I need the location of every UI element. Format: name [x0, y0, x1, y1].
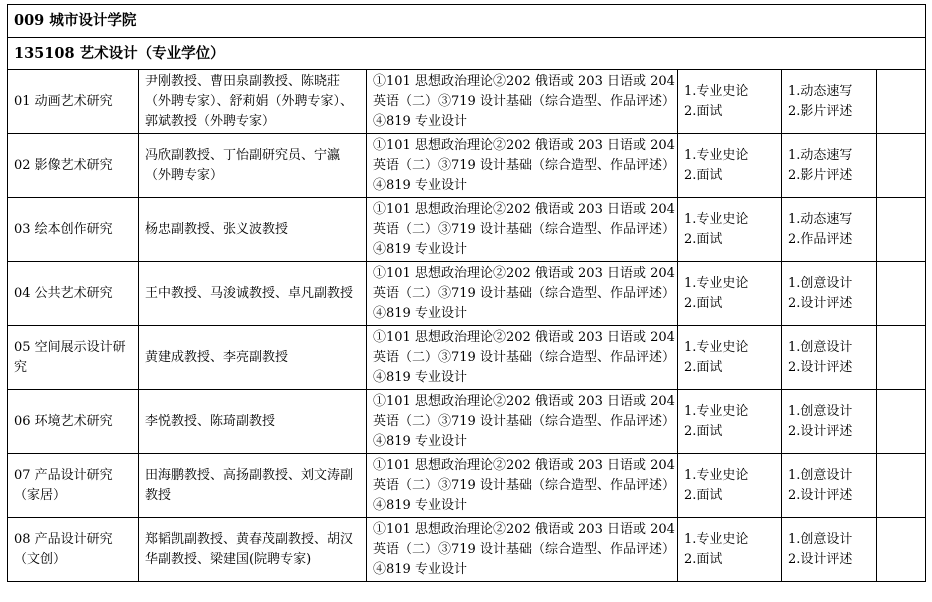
research-direction-cell: 05 空间展示设计研究	[8, 326, 139, 390]
exam-subjects-cell	[367, 518, 678, 582]
supervisors-cell: 冯欣副教授、丁怡副研究员、宁瀛（外聘专家）	[139, 134, 367, 198]
retest-subjects-cell-line: 1.专业史论	[684, 339, 749, 355]
exam-subjects-cell-line: ④819 专业设计	[373, 433, 467, 449]
exam-subjects-cell-line: 英语（二）③719 设计基础（综合造型、作品评述）	[373, 93, 675, 109]
extra-test-cell	[782, 518, 877, 582]
extra-test-cell-line: 2.影片评述	[788, 103, 853, 119]
table-row	[8, 262, 926, 326]
exam-subjects-cell-line: 英语（二）③719 设计基础（综合造型、作品评述）	[373, 221, 675, 237]
exam-subjects-cell-line: ④819 专业设计	[373, 177, 467, 193]
table-row	[8, 326, 926, 390]
retest-subjects-cell-line: 2.面试	[684, 487, 723, 503]
exam-subjects-cell	[367, 262, 678, 326]
college-header-row	[8, 5, 926, 38]
exam-subjects-cell-line: 英语（二）③719 设计基础（综合造型、作品评述）	[373, 413, 675, 429]
table-row	[8, 518, 926, 582]
retest-subjects-cell-line: 2.面试	[684, 167, 723, 183]
retest-subjects-cell-line: 1.专业史论	[684, 83, 749, 99]
retest-subjects-cell-line: 2.面试	[684, 295, 723, 311]
retest-subjects-cell-line: 1.专业史论	[684, 147, 749, 163]
major-title: 135108 艺术设计（专业学位）	[8, 38, 926, 70]
exam-subjects-cell	[367, 326, 678, 390]
supervisors-cell: 尹刚教授、曹田泉副教授、陈晓莊（外聘专家）、舒莉娟（外聘专家）、郭斌教授（外聘专家）	[139, 70, 367, 134]
supervisors-cell: 杨忠副教授、张义波教授	[139, 198, 367, 262]
retest-subjects-cell-line: 1.专业史论	[684, 275, 749, 291]
exam-subjects-cell-line: ④819 专业设计	[373, 369, 467, 385]
enrollment-table	[7, 4, 926, 582]
retest-subjects-cell-line: 2.面试	[684, 231, 723, 247]
supervisors-cell: 黄建成教授、李亮副教授	[139, 326, 367, 390]
exam-subjects-cell-line: ①101 思想政治理论②202 俄语或 203 日语或 204	[373, 393, 675, 409]
retest-subjects-cell	[678, 518, 782, 582]
exam-subjects-cell	[367, 454, 678, 518]
research-direction-cell: 06 环境艺术研究	[8, 390, 139, 454]
extra-test-cell	[782, 326, 877, 390]
extra-test-cell-line: 1.动态速写	[788, 83, 853, 99]
research-direction-cell: 01 动画艺术研究	[8, 70, 139, 134]
retest-subjects-cell-line: 2.面试	[684, 551, 723, 567]
supervisors-cell: 李悦教授、陈琦副教授	[139, 390, 367, 454]
retest-subjects-cell	[678, 390, 782, 454]
retest-subjects-cell-line: 1.专业史论	[684, 403, 749, 419]
extra-test-cell	[782, 454, 877, 518]
extra-test-cell-line: 1.创意设计	[788, 339, 853, 355]
retest-subjects-cell-line: 2.面试	[684, 359, 723, 375]
remarks-cell	[877, 454, 926, 518]
table-row	[8, 70, 926, 134]
extra-test-cell-line: 1.创意设计	[788, 467, 853, 483]
extra-test-cell	[782, 390, 877, 454]
supervisors-cell: 郑韬凯副教授、黄春茂副教授、胡汉华副教授、梁建国(院聘专家)	[139, 518, 367, 582]
retest-subjects-cell	[678, 70, 782, 134]
supervisors-cell: 田海鹏教授、高扬副教授、刘文涛副教授	[139, 454, 367, 518]
remarks-cell	[877, 390, 926, 454]
exam-subjects-cell-line: ④819 专业设计	[373, 305, 467, 321]
retest-subjects-cell-line: 1.专业史论	[684, 531, 749, 547]
retest-subjects-cell-line: 2.面试	[684, 423, 723, 439]
extra-test-cell	[782, 262, 877, 326]
retest-subjects-cell	[678, 134, 782, 198]
exam-subjects-cell-line: ①101 思想政治理论②202 俄语或 203 日语或 204	[373, 329, 675, 345]
extra-test-cell-line: 2.设计评述	[788, 423, 853, 439]
remarks-cell	[877, 262, 926, 326]
research-direction-cell: 07 产品设计研究（家居）	[8, 454, 139, 518]
remarks-cell	[877, 198, 926, 262]
exam-subjects-cell-line: ①101 思想政治理论②202 俄语或 203 日语或 204	[373, 457, 675, 473]
research-direction-cell: 04 公共艺术研究	[8, 262, 139, 326]
exam-subjects-cell	[367, 134, 678, 198]
exam-subjects-cell-line: 英语（二）③719 设计基础（综合造型、作品评述）	[373, 157, 675, 173]
extra-test-cell-line: 1.创意设计	[788, 531, 853, 547]
exam-subjects-cell	[367, 70, 678, 134]
exam-subjects-cell-line: ①101 思想政治理论②202 俄语或 203 日语或 204	[373, 201, 675, 217]
table-row	[8, 198, 926, 262]
research-direction-cell: 02 影像艺术研究	[8, 134, 139, 198]
college-title: 009 城市设计学院	[8, 5, 926, 38]
table-row	[8, 390, 926, 454]
exam-subjects-cell-line: ①101 思想政治理论②202 俄语或 203 日语或 204	[373, 73, 675, 89]
supervisors-cell: 王中教授、马浚诚教授、卓凡副教授	[139, 262, 367, 326]
remarks-cell	[877, 518, 926, 582]
extra-test-cell-line: 2.作品评述	[788, 231, 853, 247]
extra-test-cell-line: 1.创意设计	[788, 403, 853, 419]
major-header-row	[8, 38, 926, 70]
exam-subjects-cell-line: ④819 专业设计	[373, 497, 467, 513]
extra-test-cell	[782, 70, 877, 134]
extra-test-cell	[782, 198, 877, 262]
exam-subjects-cell-line: ①101 思想政治理论②202 俄语或 203 日语或 204	[373, 521, 675, 537]
research-direction-cell: 03 绘本创作研究	[8, 198, 139, 262]
extra-test-cell-line: 1.动态速写	[788, 211, 853, 227]
exam-subjects-cell	[367, 390, 678, 454]
extra-test-cell-line: 2.设计评述	[788, 551, 853, 567]
retest-subjects-cell	[678, 454, 782, 518]
retest-subjects-cell-line: 1.专业史论	[684, 467, 749, 483]
table-row	[8, 134, 926, 198]
retest-subjects-cell	[678, 326, 782, 390]
exam-subjects-cell-line: 英语（二）③719 设计基础（综合造型、作品评述）	[373, 285, 675, 301]
exam-subjects-cell-line: ①101 思想政治理论②202 俄语或 203 日语或 204	[373, 265, 675, 281]
research-direction-cell: 08 产品设计研究（文创）	[8, 518, 139, 582]
extra-test-cell-line: 2.影片评述	[788, 167, 853, 183]
exam-subjects-cell-line: 英语（二）③719 设计基础（综合造型、作品评述）	[373, 541, 675, 557]
extra-test-cell-line: 2.设计评述	[788, 295, 853, 311]
extra-test-cell-line: 1.创意设计	[788, 275, 853, 291]
retest-subjects-cell	[678, 198, 782, 262]
extra-test-cell-line: 1.动态速写	[788, 147, 853, 163]
retest-subjects-cell-line: 1.专业史论	[684, 211, 749, 227]
extra-test-cell-line: 2.设计评述	[788, 487, 853, 503]
extra-test-cell	[782, 134, 877, 198]
exam-subjects-cell-line: ④819 专业设计	[373, 561, 467, 577]
remarks-cell	[877, 134, 926, 198]
exam-subjects-cell-line: 英语（二）③719 设计基础（综合造型、作品评述）	[373, 477, 675, 493]
retest-subjects-cell-line: 2.面试	[684, 103, 723, 119]
exam-subjects-cell-line: ①101 思想政治理论②202 俄语或 203 日语或 204	[373, 137, 675, 153]
exam-subjects-cell-line: ④819 专业设计	[373, 241, 467, 257]
exam-subjects-cell-line: ④819 专业设计	[373, 113, 467, 129]
retest-subjects-cell	[678, 262, 782, 326]
remarks-cell	[877, 70, 926, 134]
remarks-cell	[877, 326, 926, 390]
exam-subjects-cell-line: 英语（二）③719 设计基础（综合造型、作品评述）	[373, 349, 675, 365]
extra-test-cell-line: 2.设计评述	[788, 359, 853, 375]
exam-subjects-cell	[367, 198, 678, 262]
table-row	[8, 454, 926, 518]
